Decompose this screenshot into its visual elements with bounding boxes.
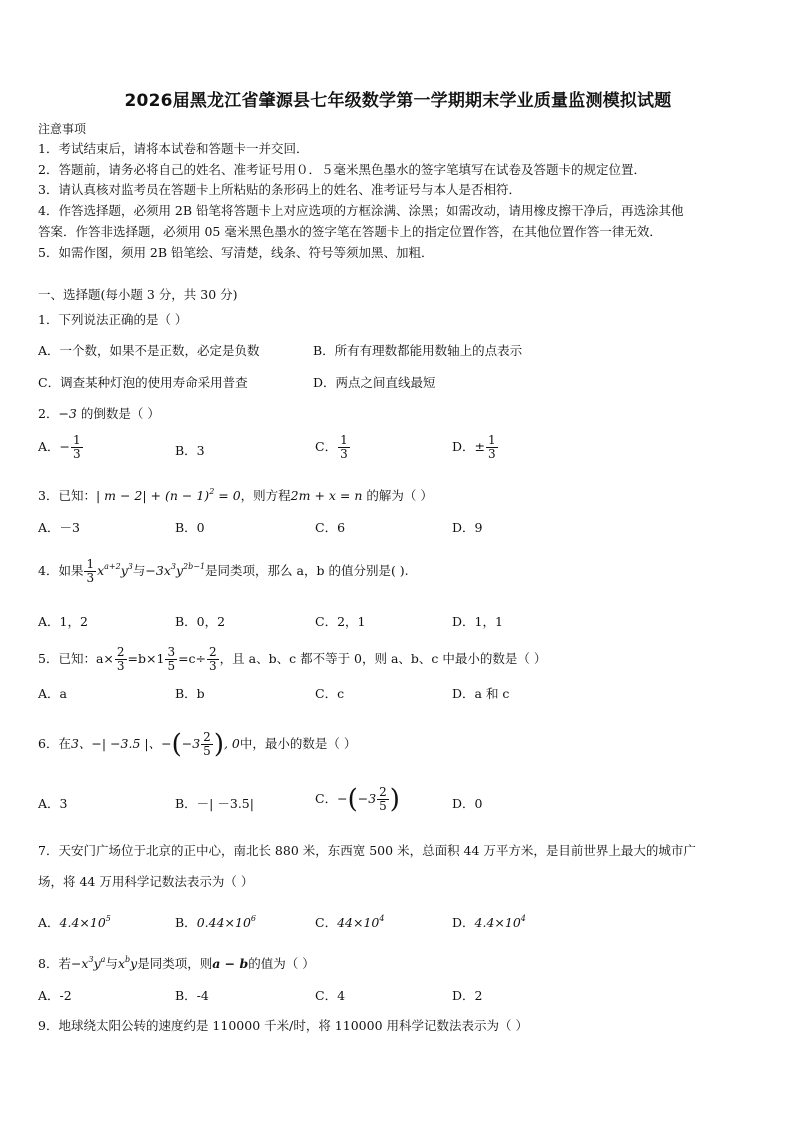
q8-t2: y	[93, 956, 101, 971]
q7-b-base: 0.44×10	[196, 915, 251, 930]
q1-option-d: D．两点之间直线最短	[313, 375, 436, 390]
q6-c-num: 2	[379, 785, 387, 799]
q3-stem-pre: 3．已知：	[38, 488, 96, 503]
q2-a-den: 3	[73, 447, 81, 461]
q2-option-d	[452, 434, 499, 461]
q6-post: 中，最小的数是（ ）	[239, 736, 357, 751]
q8-t1: −x	[70, 956, 89, 971]
q7-a-base: 4.4×10	[59, 915, 106, 930]
q4-option-a: A．1，2	[38, 614, 88, 629]
q8-t4: y	[130, 956, 138, 971]
q2-a-sign: −	[59, 439, 71, 454]
q8-stem-pre: 8．若	[38, 956, 71, 971]
q6-option-c	[315, 786, 400, 813]
q5-f2-den: 5	[167, 659, 176, 673]
q4-option-b: B．0，2	[175, 614, 226, 629]
notes-heading: 注意事项	[38, 122, 87, 136]
q2-a-num: 1	[73, 433, 81, 447]
q2-stem-pre: 2．	[38, 406, 59, 421]
q8-option-b: B．-4	[175, 988, 209, 1003]
q6-num: 2	[203, 730, 211, 744]
q6-den: 5	[203, 744, 211, 758]
q3-option-a: A．－3	[38, 520, 80, 535]
q8-mid: 与	[105, 956, 118, 971]
q4-option-d: D．1，1	[452, 614, 503, 629]
q5-stem	[38, 646, 546, 673]
q2-stem-post: 的倒数是（ ）	[76, 406, 160, 421]
q1-option-c: C．调查某种灯泡的使用寿命采用普查	[38, 375, 248, 390]
q6-fraction	[201, 731, 213, 758]
q2-d-den: 3	[488, 447, 496, 461]
q4-stem-pre: 4．如果	[38, 563, 84, 578]
q6-stem-pre: 6．在	[38, 736, 71, 751]
section-heading: 一、选择题(每小题 3 分，共 30 分)	[38, 287, 238, 302]
q6-c-right-paren: )	[389, 784, 400, 815]
q8-post2: 的值为（ ）	[248, 956, 315, 971]
q9-stem: 9．地球绕太阳公转的速度约是 110000 千米/时，将 110000 用科学记数法表示为（ ）	[38, 1018, 528, 1033]
q7-a-exp: 5	[105, 914, 111, 923]
q2-a-label: A．	[38, 439, 60, 454]
q7-c-label: C．	[315, 915, 338, 930]
q3-option-c: C．6	[315, 520, 346, 535]
q7-option-d	[452, 911, 526, 931]
q2-stem-math: −3	[58, 406, 77, 421]
q6-c-inner: −3	[357, 791, 377, 806]
q8-stem	[38, 952, 315, 972]
q4-t3: −3x	[145, 563, 171, 578]
q7-a-label: A．	[38, 915, 60, 930]
q3-option-d: D．9	[452, 520, 483, 535]
q7-b-exp: 6	[250, 914, 256, 923]
q3-option-b: B．0	[175, 520, 205, 535]
q5-mid2: =c÷	[178, 651, 207, 666]
q4-t1-exp: a+2	[104, 562, 121, 571]
notes-item-2: 2．答题前，请务必将自己的姓名、准考证号用０．５毫米黑色墨水的签字笔填写在试卷及答题卡的规定位置．	[38, 162, 646, 177]
q3-expr2: = 0	[214, 488, 241, 503]
q2-option-b: B．3	[175, 443, 205, 458]
q5-fraction-1	[115, 646, 127, 673]
q2-a-fraction	[71, 434, 83, 461]
q3-post: 的解为（ ）	[362, 488, 433, 503]
q3-stem	[38, 484, 433, 504]
q1-stem: 1．下列说法正确的是（ ）	[38, 312, 188, 327]
q4-option-c: C．2，1	[315, 614, 366, 629]
q8-option-a: A．-2	[38, 988, 72, 1003]
q7-stem-line-1: 7．天安门广场位于北京的正中心，南北长 880 米，东西宽 500 米，总面积 44 万平方米，是目前世界上最大的城市广	[38, 843, 696, 858]
q5-fraction-3	[207, 646, 219, 673]
q2-d-sign: ±	[474, 439, 486, 454]
q7-option-b	[175, 911, 256, 931]
q7-d-label: D．	[452, 915, 475, 930]
q4-mid: 与	[132, 563, 146, 578]
q5-option-c: C．c	[315, 686, 345, 701]
q4-t4: y	[175, 563, 184, 578]
q4-stem	[38, 558, 409, 585]
q5-fraction-2	[165, 646, 177, 673]
q8-t3: x	[117, 956, 125, 971]
q2-d-num: 1	[488, 433, 496, 447]
notes-item-3: 3．请认真核对监考员在答题卡上所粘贴的条形码上的姓名、准考证号与本人是否相符．	[38, 182, 521, 197]
q4-post: 是同类项，那么 a，b 的值分别是( ).	[205, 563, 409, 578]
q5-stem-pre: 5．已知：a×	[38, 651, 114, 666]
q1-option-b: B．所有有理数都能用数轴上的点表示	[313, 343, 523, 358]
q4-t4-exp: 2b−1	[183, 562, 206, 571]
q6-left-paren: (	[171, 729, 182, 760]
q6-c-neg: −	[337, 791, 348, 806]
q2-c-label: C．	[315, 439, 338, 454]
q4-den: 3	[86, 571, 95, 585]
q4-t1: x	[97, 563, 105, 578]
q5-mid1: =b×1	[127, 651, 165, 666]
q3-exp: 2	[209, 487, 215, 496]
q2-c-num: 1	[340, 433, 348, 447]
q7-b-label: B．	[175, 915, 197, 930]
q3-expr1: | m − 2| + (n − 1)	[95, 488, 210, 503]
q8-expr: a − b	[212, 956, 249, 971]
q6-option-a: A．3	[38, 796, 68, 811]
q8-t2-exp: a	[100, 955, 106, 964]
q6-option-b: B．－| －3.5|	[175, 796, 254, 811]
q5-f1-den: 3	[116, 659, 125, 673]
q7-d-exp: 4	[520, 914, 526, 923]
q1-option-a: A．一个数，如果不是正数，必定是负数	[38, 343, 260, 358]
q8-t1-exp: 3	[88, 955, 94, 964]
q6-right-paren: )	[213, 729, 224, 760]
q5-f3-num: 2	[209, 645, 217, 659]
q6-e1: 3、−| −3.5 |、−	[70, 736, 172, 751]
q6-c-fraction	[377, 786, 389, 813]
q6-stem	[38, 731, 356, 758]
q5-option-b: B．b	[175, 686, 205, 701]
q2-stem	[38, 406, 160, 422]
q2-c-den: 3	[340, 447, 348, 461]
q6-c-label: C．	[315, 791, 338, 806]
q7-c-base: 44×10	[337, 915, 380, 930]
q2-d-fraction	[486, 434, 498, 461]
q5-f1-num: 2	[116, 645, 125, 659]
q4-t2-exp: 3	[127, 562, 133, 571]
notes-item-1: 1．考试结束后，请将本试卷和答题卡一并交回．	[38, 141, 309, 156]
q7-option-a	[38, 911, 111, 931]
q7-stem-line-2: 场，将 44 万用科学记数法表示为（ ）	[38, 874, 254, 889]
q6-e2: , 0	[223, 736, 240, 751]
q5-post: ，且 a、b、c 都不等于 0，则 a、b、c 中最小的数是（ ）	[219, 651, 547, 666]
q7-c-exp: 4	[379, 914, 385, 923]
q4-num: 1	[86, 557, 95, 571]
q8-t3-exp: b	[125, 955, 131, 964]
q4-t2: y	[120, 563, 128, 578]
q2-c-fraction	[338, 434, 350, 461]
q7-d-base: 4.4×10	[474, 915, 521, 930]
q3-equation: 2m + x = n	[290, 488, 363, 503]
q6-c-den: 5	[379, 799, 387, 813]
q6-option-d: D．0	[452, 796, 483, 811]
q5-option-a: A．a	[38, 686, 67, 701]
q7-option-c	[315, 911, 384, 931]
q8-post1: 是同类项，则	[137, 956, 213, 971]
q3-mid: ，则方程	[240, 488, 291, 503]
q5-f2-num: 3	[167, 645, 176, 659]
q4-t3-exp: 3	[170, 562, 176, 571]
q4-fraction	[84, 558, 96, 585]
notes-item-4-cont: 答案．作答非选择题，必须用 05 毫米黑色墨水的签字笔在答题卡上的指定位置作答，在其他位置作答一律无效．	[38, 224, 662, 239]
q5-option-d: D．a 和 c	[452, 686, 510, 701]
notes-item-5: 5．如需作图，须用 2B 铅笔绘、写清楚，线条、符号等须加黑、加粗．	[38, 245, 434, 260]
q2-option-c	[315, 434, 351, 461]
q8-option-c: C．4	[315, 988, 346, 1003]
q6-c-left-paren: (	[347, 784, 358, 815]
q8-option-d: D．2	[452, 988, 483, 1003]
q2-option-a	[38, 434, 84, 461]
q5-f3-den: 3	[209, 659, 217, 673]
page-title: 2026届黑龙江省肇源县七年级数学第一学期期末学业质量监测模拟试题	[124, 91, 672, 111]
q6-inner: −3	[181, 736, 201, 751]
q2-d-label: D．	[452, 439, 475, 454]
notes-item-4: 4．作答选择题，必须用 2B 铅笔将答题卡上对应选项的方框涂满、涂黑；如需改动，请用橡皮擦干净后，再选涂其他	[38, 203, 684, 218]
